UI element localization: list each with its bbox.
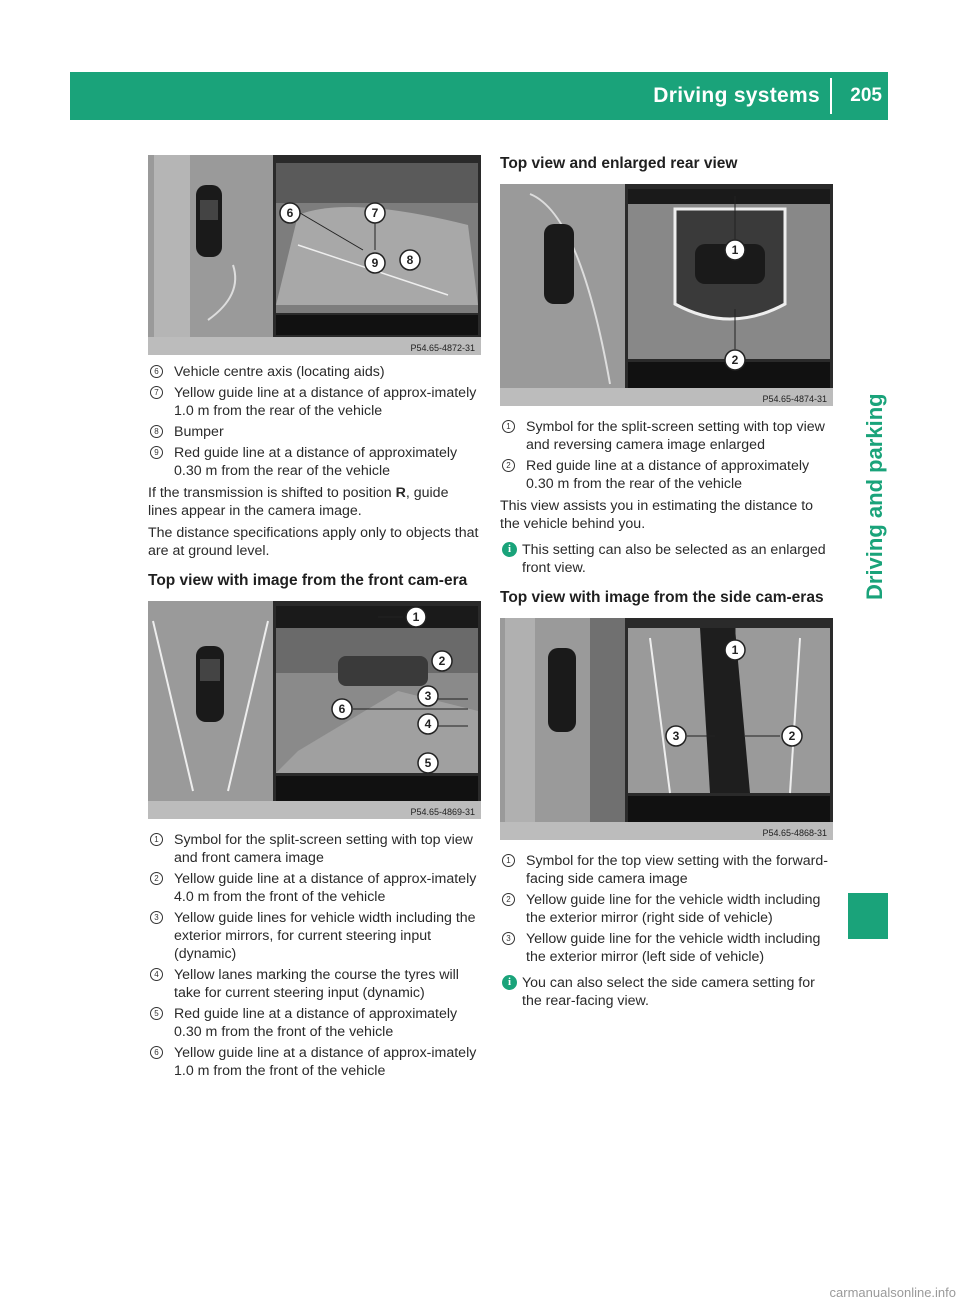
callout-5-label: 5 xyxy=(424,756,432,770)
legend-list-rear xyxy=(148,363,481,480)
figure-enlarged-rear xyxy=(500,184,833,406)
figure-rear-camera-callouts xyxy=(148,155,481,355)
callout-4-label: 4 xyxy=(424,717,432,731)
callout-3-label: 3 xyxy=(424,689,432,703)
callout-2-label: 2 xyxy=(438,654,446,668)
legend-list-rear-enlarged xyxy=(500,418,833,493)
page-number: 205 xyxy=(850,85,882,106)
list-item: 1 Symbol for the top view setting with the forward-facing side camera image xyxy=(500,852,833,888)
callout-6-label: 6 xyxy=(338,702,346,716)
chapter-label: Driving and parking xyxy=(862,393,887,600)
chapter-marker xyxy=(848,893,888,939)
callout-9-label: 9 xyxy=(371,256,379,270)
legend-list-side xyxy=(500,852,833,966)
right-column xyxy=(500,153,833,1018)
paragraph-distance-estimate: This view assists you in estimating the distance to the vehicle behind you. xyxy=(500,498,814,532)
list-item: 9 Red guide line at a distance of approximately 0.30 m from the rear of the vehicle xyxy=(148,444,481,480)
list-item: 3 Yellow guide lines for vehicle width including the exterior mirrors, for current steering input (dynamic) xyxy=(148,909,481,963)
list-item: 1 Symbol for the split-screen setting with top view and reversing camera image enlarged xyxy=(500,418,833,454)
list-item: 2 Yellow guide line for the vehicle width including the exterior mirror (right side of vehicle) xyxy=(500,891,833,927)
figure-rear-camera xyxy=(148,155,481,355)
info-icon: i xyxy=(502,542,517,557)
callout-2-label: 2 xyxy=(731,353,739,367)
list-item: 2 Yellow guide line at a distance of approx-imately 4.0 m from the front of the vehicle xyxy=(148,870,481,906)
legend-list-front xyxy=(148,831,481,1080)
callout-1-label: 1 xyxy=(412,610,420,624)
figure-side-cameras-callouts xyxy=(500,618,833,840)
header-divider xyxy=(830,78,832,114)
list-item: 7 Yellow guide line at a distance of approx-imately 1.0 m from the rear of the vehicle xyxy=(148,384,481,420)
list-item: 6 Yellow guide line at a distance of approx-imately 1.0 m from the front of the vehicle xyxy=(148,1044,481,1080)
list-item: 3 Yellow guide line for the vehicle width including the exterior mirror (left side of vehicle) xyxy=(500,930,833,966)
paragraph-transmission: If the transmission is shifted to position R, guide lines appear in the camera image. xyxy=(148,485,449,519)
watermark: carmanualsonline.info xyxy=(829,1285,956,1300)
figure-front-camera-callouts xyxy=(148,601,481,819)
figure-code: P54.65-4874-31 xyxy=(762,394,827,404)
callout-8-label: 8 xyxy=(406,253,414,267)
heading-rear-view: Top view and enlarged rear view xyxy=(500,155,738,172)
info-icon: i xyxy=(502,975,517,990)
info-note: i This setting can also be selected as an enlarged front view. xyxy=(500,541,833,577)
list-item: 6 Vehicle centre axis (locating aids) xyxy=(148,363,481,381)
callout-3-label: 3 xyxy=(672,729,680,743)
figure-front-camera xyxy=(148,601,481,819)
chapter-tab xyxy=(838,140,888,660)
info-note: i You can also select the side camera setting for the rear-facing view. xyxy=(500,974,833,1010)
list-item: 4 Yellow lanes marking the course the tyres will take for current steering input (dynamic) xyxy=(148,966,481,1002)
list-item: 8 Bumper xyxy=(148,423,481,441)
figure-code: P54.65-4869-31 xyxy=(410,807,475,817)
heading-side-cameras: Top view with image from the side cam-eras xyxy=(500,589,824,606)
figure-code: P54.65-4872-31 xyxy=(410,343,475,353)
callout-7-label: 7 xyxy=(371,206,379,220)
callout-1-label: 1 xyxy=(731,243,739,257)
list-item: 2 Red guide line at a distance of approximately 0.30 m from the rear of the vehicle xyxy=(500,457,833,493)
callout-1-label: 1 xyxy=(731,643,739,657)
list-item: 5 Red guide line at a distance of approximately 0.30 m from the front of the vehicle xyxy=(148,1005,481,1041)
left-column xyxy=(148,155,481,1083)
callout-2-label: 2 xyxy=(788,729,796,743)
list-item: 1 Symbol for the split-screen setting with top view and front camera image xyxy=(148,831,481,867)
section-title: Driving systems xyxy=(653,84,820,107)
callout-6-label: 6 xyxy=(286,206,294,220)
figure-code: P54.65-4868-31 xyxy=(762,828,827,838)
paragraph-distance: The distance specifications apply only to objects that are at ground level. xyxy=(148,525,479,559)
page-header xyxy=(70,72,888,120)
figure-enlarged-rear-callouts xyxy=(500,184,833,406)
heading-front-camera: Top view with image from the front cam-era xyxy=(148,572,468,589)
figure-side-cameras xyxy=(500,618,833,840)
